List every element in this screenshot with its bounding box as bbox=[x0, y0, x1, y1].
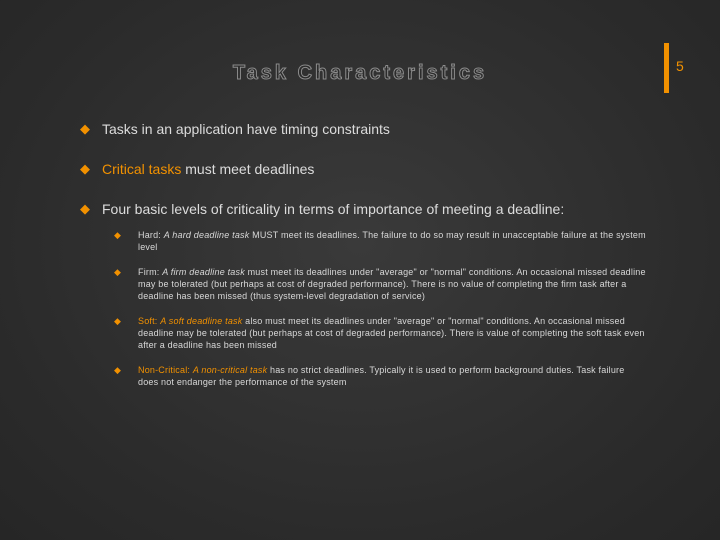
sub-bullet-text bbox=[138, 229, 646, 253]
sub-bullet-term: A non-critical task bbox=[192, 365, 268, 375]
sub-bullet-rest: must meet its deadlines under "average" or "normal" conditions. An occasional missed deadline may be tolerated (but perhaps at cost of degraded performance). There is no value of completing the firm task after a deadline has been missed (thus system-level degradation of service) bbox=[138, 267, 646, 301]
bullet-diamond-icon: ◆ bbox=[80, 161, 90, 176]
sub-bullet-diamond-icon: ◆ bbox=[114, 316, 122, 326]
sub-bullet-text bbox=[138, 266, 646, 302]
sub-bullet-label: Firm: bbox=[138, 267, 160, 277]
sub-bullet-item bbox=[114, 364, 646, 388]
sub-bullet-rest: has no strict deadlines. Typically it is used to perform background duties. Task failure does not endanger the performance of the system bbox=[138, 365, 625, 387]
slide-number: 5 bbox=[676, 58, 684, 74]
sub-bullet-item bbox=[114, 266, 646, 302]
sub-bullet-diamond-icon: ◆ bbox=[114, 365, 122, 375]
bullet-rest: must meet deadlines bbox=[181, 161, 315, 177]
slide-title: Task Characteristics bbox=[232, 62, 488, 84]
bullet-diamond-icon: ◆ bbox=[80, 121, 90, 136]
bullet-item bbox=[80, 160, 680, 178]
sub-bullet-label: Hard: bbox=[138, 230, 162, 240]
sub-bullet-text bbox=[138, 364, 646, 388]
bullet-text: Four basic levels of criticality in terms of importance of meeting a deadline: bbox=[102, 201, 565, 217]
bullet-text: Tasks in an application have timing constraints bbox=[102, 121, 390, 137]
sub-bullet-rest: MUST meet its deadlines. The failure to do so may result in unacceptable failure at the system level bbox=[138, 230, 646, 252]
sub-bullet-term: A soft deadline task bbox=[160, 316, 243, 326]
sub-bullet-text bbox=[138, 315, 646, 351]
sub-bullet-diamond-icon: ◆ bbox=[114, 230, 122, 240]
sub-bullet-label: Soft: bbox=[138, 316, 158, 326]
bullet-item bbox=[80, 200, 680, 218]
sub-bullet-rest: also must meet its deadlines under "average" or "normal" conditions. An occasional missed deadline may be tolerated (but perhaps at cost of degraded performance). There is value of completing the soft task even after a deadline has been missed bbox=[138, 316, 645, 350]
bullet-list bbox=[80, 120, 680, 240]
sub-bullet-term: A hard deadline task bbox=[163, 230, 250, 240]
bullet-diamond-icon: ◆ bbox=[80, 201, 90, 216]
bullet-item bbox=[80, 120, 680, 138]
sub-bullet-list bbox=[114, 229, 646, 401]
sub-bullet-term: A firm deadline task bbox=[162, 267, 245, 277]
sub-bullet-item bbox=[114, 315, 646, 351]
sub-bullet-item bbox=[114, 229, 646, 253]
sub-bullet-diamond-icon: ◆ bbox=[114, 267, 122, 277]
bullet-text bbox=[102, 160, 314, 178]
bullet-highlight: Critical tasks bbox=[102, 161, 182, 177]
sub-bullet-label: Non-Critical: bbox=[138, 365, 191, 375]
